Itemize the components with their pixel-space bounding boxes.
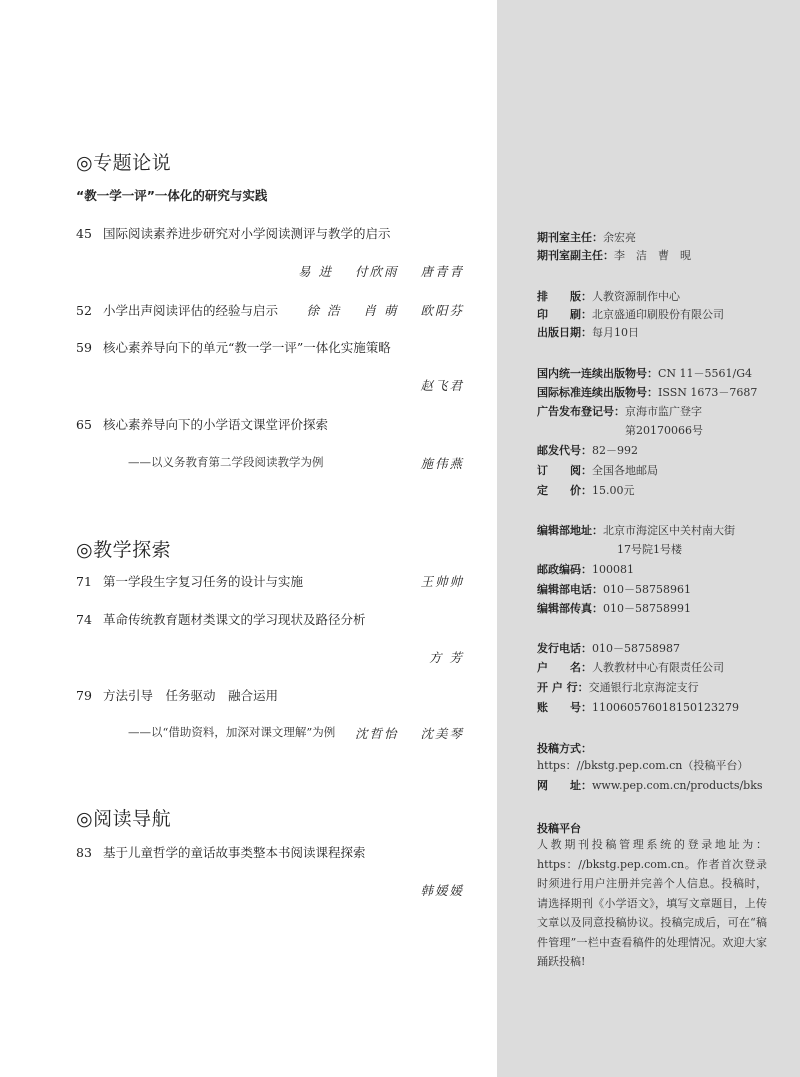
article-authors: 施伟燕	[420, 456, 464, 471]
info-subscription: 订 阅：全国各地邮局	[537, 464, 658, 477]
page-number: 71	[76, 574, 92, 589]
page-number: 59	[76, 340, 92, 355]
info-editor-chief: 期刊室主任：余宏亮	[537, 231, 636, 244]
info-price: 定 价：15.00元	[537, 484, 635, 497]
toc-entry[interactable]	[76, 338, 391, 356]
info-bank: 开 户 行：交通银行北京海淀支行	[537, 681, 699, 694]
info-zip: 邮政编码：100081	[537, 563, 634, 576]
article-title: 国际阅读素养进步研究对小学阅读测评与教学的启示	[103, 226, 391, 241]
article-authors: 韩媛媛	[420, 883, 464, 898]
article-authors: 王帅帅	[420, 574, 464, 589]
toc-entry[interactable]	[76, 686, 278, 704]
info-address: 编辑部地址：北京市海淀区中关村南大街	[537, 524, 735, 537]
website-line: 网 址：www.pep.com.cn/products/bks	[537, 779, 763, 792]
article-title: 基于儿童哲学的童话故事类整本书阅读课程探索	[103, 845, 366, 860]
platform-heading: 投稿平台	[537, 822, 581, 835]
info-postal-code: 邮发代号：82－992	[537, 444, 638, 457]
info-address-line2: 17号院1号楼	[617, 543, 682, 556]
article-subtitle: ——以义务教育第二学段阅读教学为例	[128, 455, 324, 469]
submission-heading: 投稿方式：	[537, 742, 592, 755]
article-title: 方法引导 任务驱动 融合运用	[103, 688, 279, 703]
article-subtitle: ——以“借助资料，加深对课文理解”为例	[128, 725, 336, 739]
website-link[interactable]: www.pep.com.cn/products/bks	[592, 779, 763, 792]
platform-description: 人教期刊投稿管理系统的登录地址为：https：//bkstg.pep.com.cn。作者首次登录时须进行用户注册并完善个人信息。投稿时，请选择期刊《小学语文》，填写文章题目，上传文章以及同意投稿协议。投稿完成后，可在“稿件管理”一栏中查看稿件的处理情况。欢迎大家踊跃投稿!	[537, 838, 767, 968]
article-authors: 赵飞君	[420, 378, 464, 393]
info-fax: 编辑部传真：010－58758991	[537, 602, 691, 615]
page-number: 79	[76, 688, 92, 703]
info-typesetting: 排 版：人教资源制作中心	[537, 290, 680, 303]
submission-url[interactable]: https：//bkstg.pep.com.cn（投稿平台）	[537, 759, 749, 772]
article-authors: 沈哲怡 沈美琴	[354, 726, 464, 741]
article-title: 核心素养导向下的单元“教一学一评”一体化实施策略	[103, 340, 391, 355]
info-publish-date: 出版日期：每月10日	[537, 326, 639, 339]
info-account-number: 账 号：110060576018150123279	[537, 701, 739, 714]
page-number: 74	[76, 612, 92, 627]
section-heading: ◎教学探索	[76, 539, 172, 561]
article-authors: 徐 浩 肖 萌 欧阳芬	[306, 303, 464, 318]
article-authors: 方 芳	[429, 650, 464, 665]
info-ad-license-number: 第20170066号	[625, 424, 703, 437]
page-number: 65	[76, 417, 92, 432]
article-title: 小学出声阅读评估的经验与启示	[103, 303, 279, 318]
toc-entry[interactable]	[76, 572, 303, 590]
info-deputy-editor: 期刊室副主任：李 洁 曹 晛	[537, 249, 691, 262]
info-ad-license: 广告发布登记号：京海市监广登字	[537, 405, 702, 418]
article-authors: 易 进 付欣雨 唐青青	[297, 264, 464, 279]
page-number: 52	[76, 303, 92, 318]
page-number: 83	[76, 845, 92, 860]
page-number: 45	[76, 226, 92, 241]
section-subheading: “教一学一评”一体化的研究与实践	[76, 188, 268, 203]
article-title: 核心素养导向下的小学语文课堂评价探索	[103, 417, 329, 432]
info-printing: 印 刷：北京盛通印刷股份有限公司	[537, 308, 724, 321]
info-issn: 国际标准连续出版物号：ISSN 1673－7687	[537, 386, 758, 399]
section-heading: ◎专题论说	[76, 152, 172, 174]
section-heading: ◎阅读导航	[76, 808, 172, 830]
info-phone: 编辑部电话：010－58758961	[537, 583, 691, 596]
article-title: 革命传统教育题材类课文的学习现状及路径分析	[103, 612, 366, 627]
toc-entry[interactable]	[76, 610, 366, 628]
info-cn-number: 国内统一连续出版物号：CN 11－5561/G4	[537, 367, 753, 380]
toc-entry[interactable]	[76, 224, 391, 242]
info-account-name: 户 名：人教教材中心有限责任公司	[537, 661, 724, 674]
toc-entry[interactable]	[76, 415, 328, 433]
toc-entry[interactable]	[76, 301, 278, 319]
article-title: 第一学段生字复习任务的设计与实施	[103, 574, 304, 589]
toc-entry[interactable]	[76, 843, 366, 861]
info-distribution-phone: 发行电话：010－58758987	[537, 642, 680, 655]
